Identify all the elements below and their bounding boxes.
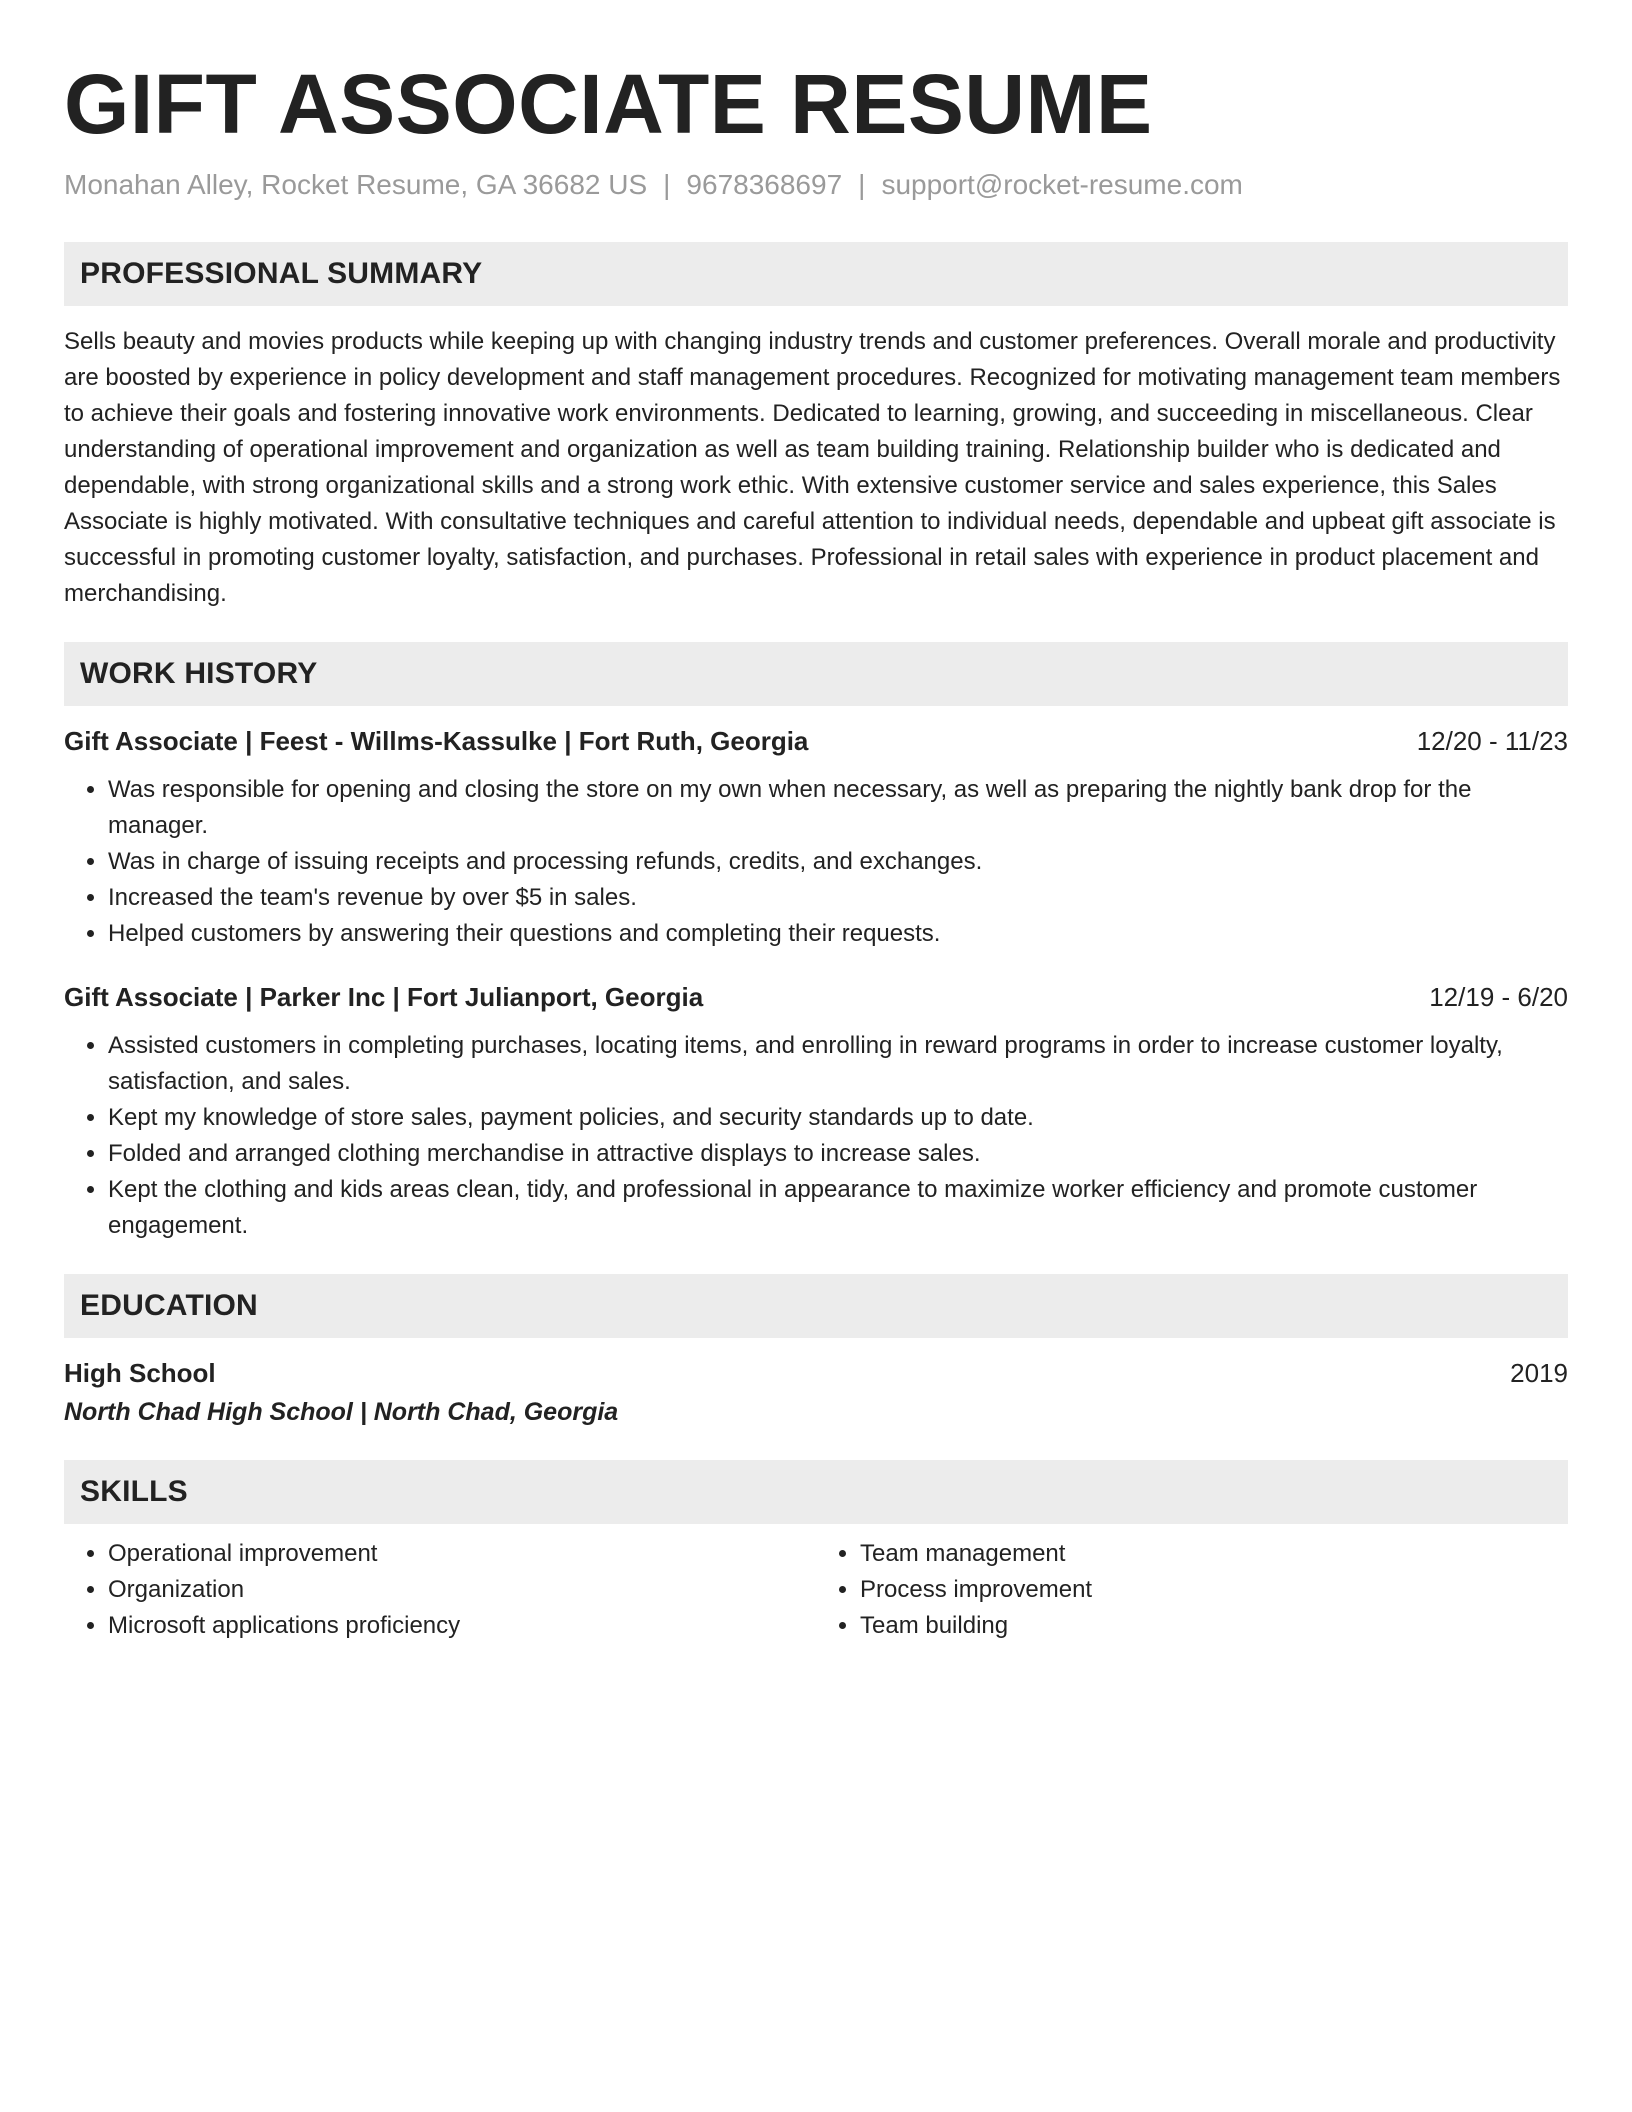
job-bullet: • Assisted customers in completing purchases, locating items, and enrolling in reward programs in order to increase customer loyalty, satisfaction, and sales. <box>108 1028 1568 1100</box>
job-dates: 12/20 - 11/23 <box>1416 726 1568 756</box>
education-school: North Chad High School | North Chad, Georgia <box>64 1398 619 1426</box>
education-heading: EDUCATION <box>64 1274 1568 1338</box>
skills-column-left <box>64 1536 816 1644</box>
job-entry <box>64 724 1568 952</box>
page-title: GIFT ASSOCIATE RESUME <box>64 57 1153 151</box>
skill-item: • Organization <box>108 1572 816 1608</box>
skills-column-right <box>816 1536 1568 1644</box>
skills-section <box>64 1460 1568 1644</box>
skill-item: • Team building <box>860 1608 1568 1644</box>
contact-line <box>64 168 1568 202</box>
summary-heading: PROFESSIONAL SUMMARY <box>64 242 1568 306</box>
education-degree: High School <box>64 1358 216 1388</box>
job-title: Gift Associate | Parker Inc | Fort Julianport, Georgia <box>64 982 704 1012</box>
work-history-section <box>64 642 1568 1244</box>
job-bullet: • Folded and arranged clothing merchandise in attractive displays to increase sales. <box>108 1136 1568 1172</box>
job-bullet: • Kept the clothing and kids areas clean, tidy, and professional in appearance to maximize worker efficiency and promote customer engagement. <box>108 1172 1568 1244</box>
job-entry <box>64 980 1568 1244</box>
job-bullets <box>64 772 1568 952</box>
contact-email: support@rocket-resume.com <box>881 169 1243 200</box>
job-header <box>64 980 1568 1014</box>
job-bullets <box>64 1028 1568 1244</box>
summary-text: Sells beauty and movies products while keeping up with changing industry trends and customer preferences. Overall morale and productivity are boosted by experience in policy development and staff management procedures. Recognized for motivating management team members to achieve their goals and fostering innovative work environments. Dedicated to learning, growing, and succeeding in miscellaneous. Clear understanding of operational improvement and organization as well as team building training. Relationship builder who is dedicated and dependable, with strong organizational skills and a strong work ethic. With extensive customer service and sales experience, this Sales Associate is highly motivated. With consultative techniques and careful attention to individual needs, dependable and upbeat gift associate is successful in promoting customer loyalty, satisfaction, and purchases. Professional in retail sales with experience in product placement and merchandising. <box>64 328 1561 607</box>
skill-item: • Operational improvement <box>108 1536 816 1572</box>
summary-section <box>64 242 1568 612</box>
skills-list <box>64 1536 816 1644</box>
job-bullet: • Increased the team's revenue by over $5 in sales. <box>108 880 1568 916</box>
skill-item: • Microsoft applications proficiency <box>108 1608 816 1644</box>
skills-heading: SKILLS <box>64 1460 1568 1524</box>
job-bullet: • Helped customers by answering their questions and completing their requests. <box>108 916 1568 952</box>
skill-item: • Team management <box>860 1536 1568 1572</box>
job-bullet: • Was responsible for opening and closing the store on my own when necessary, as well as preparing the nightly bank drop for the manager. <box>108 772 1568 844</box>
skill-item: • Process improvement <box>860 1572 1568 1608</box>
contact-address: Monahan Alley, Rocket Resume, GA 36682 US <box>64 169 648 200</box>
education-header <box>64 1356 1568 1390</box>
job-dates: 12/19 - 6/20 <box>1429 982 1568 1012</box>
job-title: Gift Associate | Feest - Willms-Kassulke | Fort Ruth, Georgia <box>64 726 809 756</box>
job-bullet: • Was in charge of issuing receipts and processing refunds, credits, and exchanges. <box>108 844 1568 880</box>
job-bullet: • Kept my knowledge of store sales, payment policies, and security standards up to date. <box>108 1100 1568 1136</box>
skills-list <box>816 1536 1568 1644</box>
contact-phone: 9678368697 <box>686 169 843 200</box>
contact-separator: | <box>858 169 866 200</box>
job-header <box>64 724 1568 758</box>
skills-grid <box>64 1536 1568 1644</box>
work-history-heading: WORK HISTORY <box>64 642 1568 706</box>
contact-separator: | <box>663 169 671 200</box>
education-section <box>64 1274 1568 1430</box>
education-year: 2019 <box>1510 1358 1568 1388</box>
